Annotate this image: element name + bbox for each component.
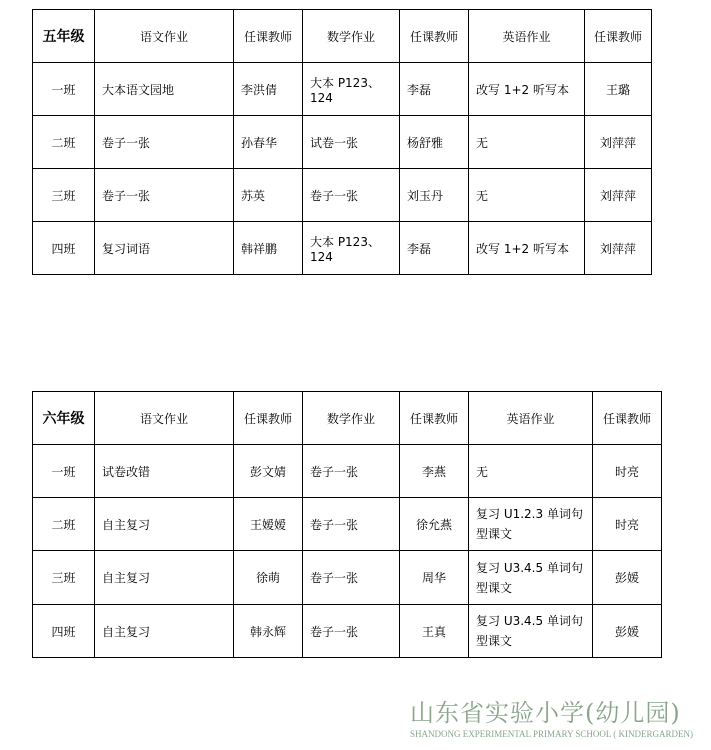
table-row	[33, 169, 652, 222]
math-homework: 卷子一张	[303, 551, 400, 605]
grade-label: 六年级	[33, 392, 95, 445]
english-homework-text: 复习 U3.4.5 单词句型课文	[476, 614, 583, 648]
header-teacher: 任课教师	[234, 392, 303, 445]
math-teacher: 王真	[400, 605, 469, 658]
table-header-row	[33, 392, 662, 445]
table-row	[33, 498, 662, 551]
school-logo-chinese: 山东省实验小学(幼儿园)	[410, 699, 681, 727]
header-teacher: 任课教师	[585, 10, 652, 63]
english-teacher: 刘萍萍	[585, 169, 652, 222]
english-teacher: 彭媛	[593, 605, 662, 658]
table-row	[33, 551, 662, 605]
english-teacher: 刘萍萍	[585, 116, 652, 169]
chinese-homework: 自主复习	[95, 551, 234, 605]
chinese-teacher: 韩祥鹏	[234, 222, 303, 275]
math-homework: 卷子一张	[303, 169, 400, 222]
english-teacher: 王璐	[585, 63, 652, 116]
english-homework: 改写 1+2 听写本	[469, 63, 585, 116]
table-row	[33, 222, 652, 275]
math-teacher: 杨舒雅	[400, 116, 469, 169]
chinese-teacher: 徐萌	[234, 551, 303, 605]
english-teacher: 彭媛	[593, 551, 662, 605]
english-homework: 无	[469, 116, 585, 169]
class-name: 四班	[33, 222, 95, 275]
math-homework: 试卷一张	[303, 116, 400, 169]
math-homework: 卷子一张	[303, 605, 400, 658]
chinese-homework: 自主复习	[95, 498, 234, 551]
chinese-teacher: 李洪倩	[234, 63, 303, 116]
class-name: 二班	[33, 498, 95, 551]
grade5-homework-table	[32, 9, 652, 275]
table-header-row	[33, 10, 652, 63]
english-homework: 无	[469, 445, 593, 498]
math-teacher: 李燕	[400, 445, 469, 498]
math-homework: 大本 P123、124	[303, 63, 400, 116]
table-row	[33, 116, 652, 169]
chinese-homework: 大本语文园地	[95, 63, 234, 116]
class-name: 一班	[33, 63, 95, 116]
school-logo	[410, 698, 705, 748]
class-name: 一班	[33, 445, 95, 498]
header-english: 英语作业	[469, 392, 593, 445]
header-chinese: 语文作业	[95, 392, 234, 445]
table-row	[33, 605, 662, 658]
english-homework: 无	[469, 169, 585, 222]
class-name: 三班	[33, 169, 95, 222]
school-logo-english: SHANDONG EXPERIMENTAL PRIMARY SCHOOL ( KINDERGARDEN)	[410, 729, 694, 739]
math-teacher: 徐允燕	[400, 498, 469, 551]
header-teacher: 任课教师	[593, 392, 662, 445]
math-teacher: 李磊	[400, 63, 469, 116]
chinese-teacher: 孙春华	[234, 116, 303, 169]
english-homework	[469, 498, 593, 551]
english-teacher: 刘萍萍	[585, 222, 652, 275]
chinese-teacher: 韩永辉	[234, 605, 303, 658]
chinese-teacher: 苏英	[234, 169, 303, 222]
table-row	[33, 63, 652, 116]
class-name: 三班	[33, 551, 95, 605]
math-homework: 大本 P123、124	[303, 222, 400, 275]
header-math: 数学作业	[303, 392, 400, 445]
header-teacher: 任课教师	[400, 10, 469, 63]
table-row	[33, 445, 662, 498]
english-teacher: 时亮	[593, 498, 662, 551]
grade-label: 五年级	[33, 10, 95, 63]
math-teacher: 李磊	[400, 222, 469, 275]
chinese-teacher: 王嫒嫒	[234, 498, 303, 551]
math-teacher: 刘玉丹	[400, 169, 469, 222]
english-homework-text: 复习 U3.4.5 单词句型课文	[476, 560, 583, 595]
english-homework: 改写 1+2 听写本	[469, 222, 585, 275]
header-teacher: 任课教师	[234, 10, 303, 63]
math-homework: 卷子一张	[303, 445, 400, 498]
chinese-homework: 卷子一张	[95, 169, 234, 222]
english-homework-text: 复习 U1.2.3 单词句型课文	[476, 507, 583, 541]
math-homework: 卷子一张	[303, 498, 400, 551]
chinese-homework: 复习词语	[95, 222, 234, 275]
chinese-homework: 试卷改错	[95, 445, 234, 498]
header-teacher: 任课教师	[400, 392, 469, 445]
chinese-teacher: 彭文婧	[234, 445, 303, 498]
chinese-homework: 卷子一张	[95, 116, 234, 169]
grade6-homework-table	[32, 391, 662, 658]
header-english: 英语作业	[469, 10, 585, 63]
math-teacher: 周华	[400, 551, 469, 605]
class-name: 二班	[33, 116, 95, 169]
english-teacher: 时亮	[593, 445, 662, 498]
class-name: 四班	[33, 605, 95, 658]
header-chinese: 语文作业	[95, 10, 234, 63]
english-homework	[469, 551, 593, 605]
header-math: 数学作业	[303, 10, 400, 63]
chinese-homework: 自主复习	[95, 605, 234, 658]
english-homework	[469, 605, 593, 658]
